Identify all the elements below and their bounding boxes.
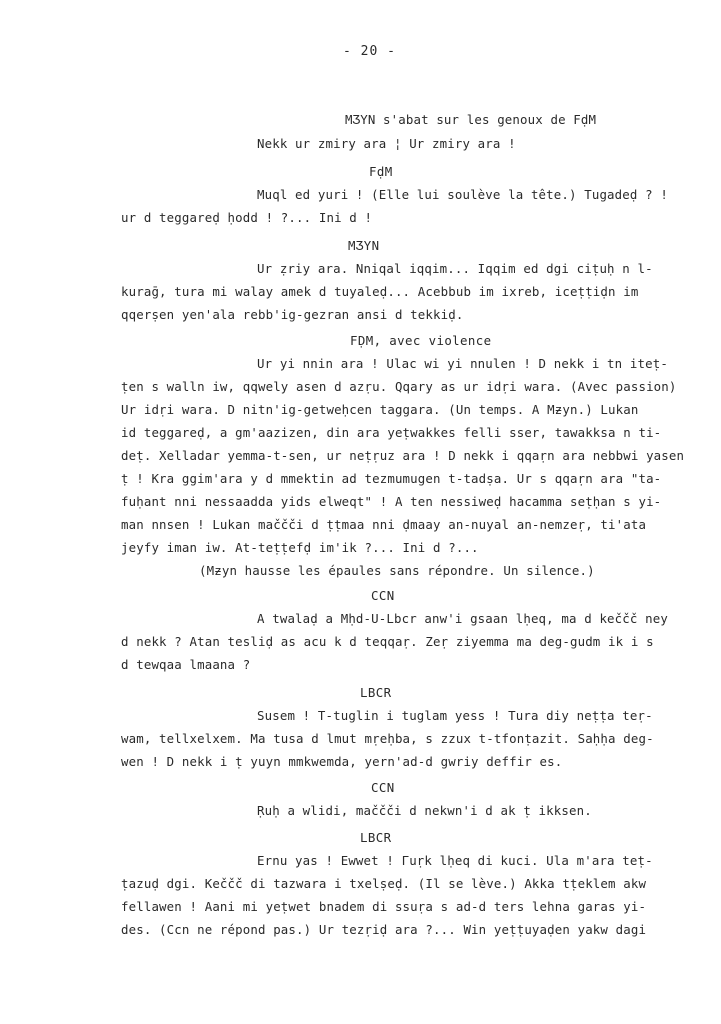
speaker-name: LBCR: [360, 685, 392, 700]
dialogue-line: d tewqaa lmaana ?: [121, 657, 251, 672]
stage-direction: MƷYN s'abat sur les genoux de FḍM: [345, 112, 597, 127]
dialogue-line: qqerṣen yen'ala rebb'ig-gezran ansi d tekkiḍ.: [121, 307, 464, 322]
page-number: - 20 -: [343, 44, 396, 59]
dialogue-line: Ur yi nnin ara ! Ulac wi yi nnulen ! D nekk i tn iteṭ-: [257, 356, 668, 371]
speaker-name: FḍM: [369, 164, 393, 179]
dialogue-line: fellawen ! Aani mi yeṭwet bnadem di ssuṛa s ad-d ters lehna garas yi-: [121, 899, 647, 914]
dialogue-line: ṭ ! Kra ggim'ara y d mmektin ad tezmumugen t-tadṣa. Ur s qqaṛn ara "ta-: [121, 471, 662, 486]
dialogue-line: Nekk ur zmiry ara ¦ Ur zmiry ara !: [257, 136, 516, 151]
dialogue-line: Ṛuḥ a wlidi, maččči d nekwn'i d ak ṭ ikksen.: [257, 803, 592, 818]
speaker-name: CCN: [371, 588, 395, 603]
dialogue-line: d nekk ? Atan tesliḍ as acu k d teqqaṛ. Zeṛ ziyemma ma deg-gudm ik i s: [121, 634, 654, 649]
speaker-name: MƷYN: [348, 238, 380, 253]
dialogue-line: wen ! D nekk i ṭ yuyn mmkwemda, yern'ad-d gwriy deffir es.: [121, 754, 563, 769]
dialogue-line: fuḥant nni nessaadda yids elweqt" ! A ten nessiweḍ hacamma seṭḥan s yi-: [121, 494, 662, 509]
dialogue-line: Susem ! T-tuglin i tuglam yess ! Tura diy neṭṭa teṛ-: [257, 708, 653, 723]
dialogue-line: wam, tellxelxem. Ma tusa d lmut mṛeḥba, s zzux t-tfonṭazit. Saḥḥa deg-: [121, 731, 654, 746]
dialogue-line: id teggareḍ, a gm'aazizen, din ara yeṭwakkes felli sser, tawakksa n ti-: [121, 425, 662, 440]
dialogue-line: Ur idṛi wara. D nitn'ig-getweḥcen taggara. (Un temps. A Mƶyn.) Lukan: [121, 402, 639, 417]
speaker-name: CCN: [371, 780, 395, 795]
dialogue-line: jeyfy iman iw. At-teṭṭefḍ im'ik ?... Ini d ?...: [121, 540, 479, 555]
dialogue-line: Ernu yas ! Ewwet ! Γuṛk lḥeq di kuci. Ula m'ara teṭ-: [257, 853, 653, 868]
speaker-name: LBCR: [360, 830, 392, 845]
dialogue-line: A twalaḍ a Mḥd-U-Lbcr anw'i gsaan lḥeq, ma d keččč ney: [257, 611, 668, 626]
dialogue-line: kuraḡ, tura mi walay amek d tuyaleḍ... Acebbub im ixreb, iceṭṭiḍn im: [121, 284, 639, 299]
speaker-name: FḌM, avec violence: [350, 333, 492, 348]
dialogue-line: deṭ. Xelladar yemma-t-sen, ur neṭṛuz ara ! D nekk i qqaṛn ara nebbwi yasen: [121, 448, 685, 463]
dialogue-line: des. (Ccn ne répond pas.) Ur tezṛiḍ ara ?... Win yeṭṭuyaḍen yakw dagi: [121, 922, 647, 937]
stage-direction: (Mƶyn hausse les épaules sans répondre. Un silence.): [199, 563, 595, 578]
dialogue-line: man nnsen ! Lukan maččči d ṭṭmaa nni ḍmaay an-nuyal an-nemzeṛ, ti'ata: [121, 517, 647, 532]
dialogue-line: ur d teggareḍ ḥodd ! ?... Ini d !: [121, 210, 373, 225]
dialogue-line: ṭazuḍ dgi. Keččč di tazwara i txelṣeḍ. (Il se lève.) Akka tṭeklem akw: [121, 876, 647, 891]
dialogue-line: Ur ẓriy ara. Nniqal iqqim... Iqqim ed dgi ciṭuḥ n l-: [257, 261, 653, 276]
dialogue-line: Muql ed yuri ! (Elle lui soulève la tête.) Tugadeḍ ? !: [257, 187, 668, 202]
dialogue-line: ṭen s walln iw, qqwely asen d azṛu. Qqary as ur idṛi wara. (Avec passion): [121, 379, 677, 394]
